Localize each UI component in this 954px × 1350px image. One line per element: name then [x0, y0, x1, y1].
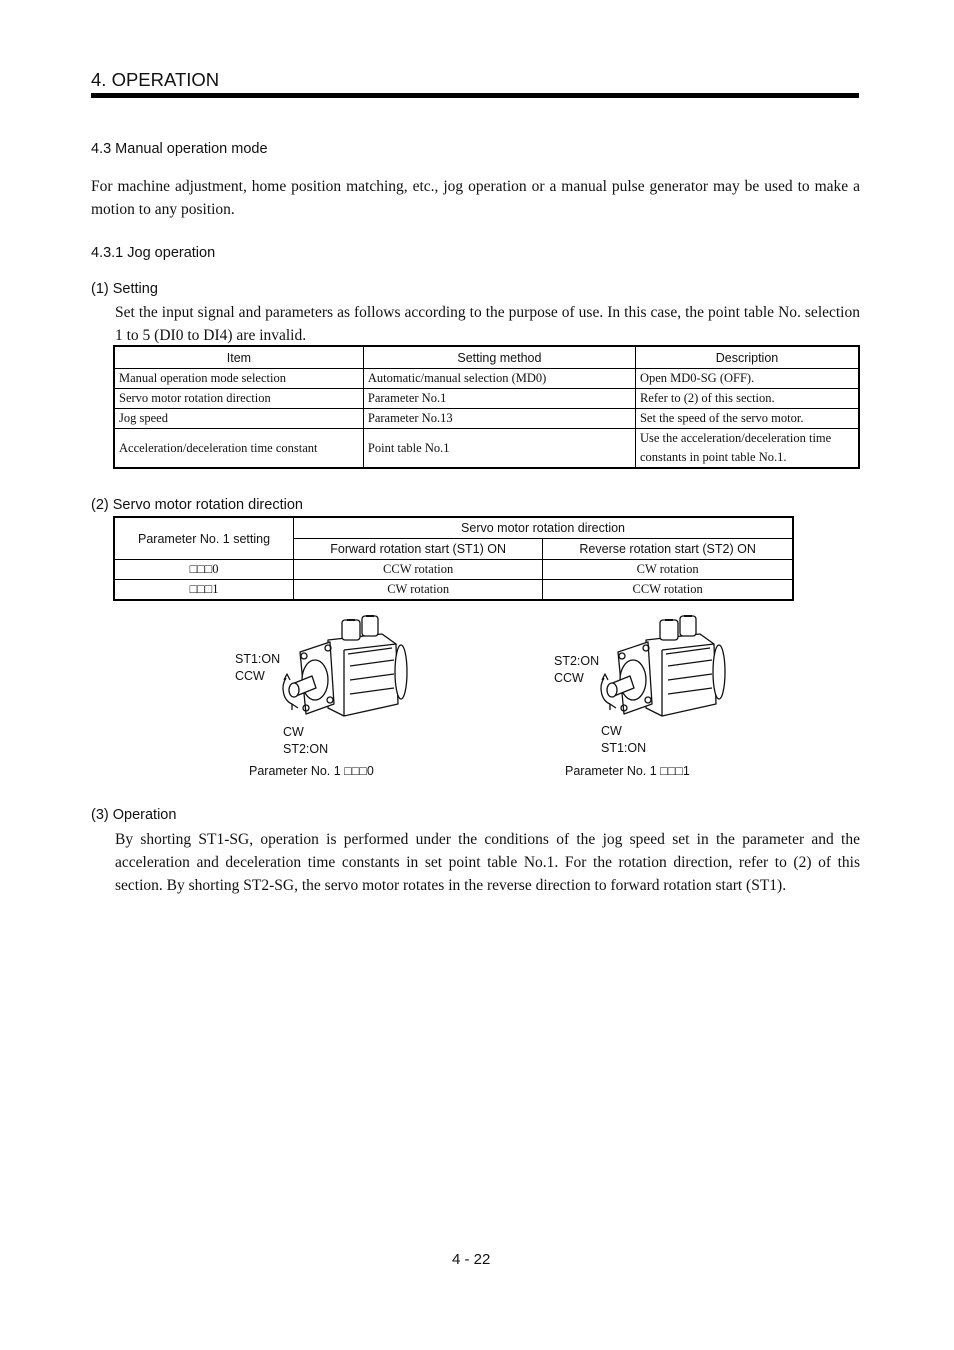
subsection-title: 4.3.1 Jog operation	[91, 245, 216, 261]
fig1-label-st1: ST1:ON	[235, 652, 281, 666]
table-cell: Manual operation mode selection	[114, 369, 363, 389]
table-header-cell: Reverse rotation start (ST2) ON	[543, 539, 793, 560]
table-cell: Automatic/manual selection (MD0)	[363, 369, 635, 389]
table-cell: Refer to (2) of this section.	[635, 389, 859, 409]
table-row	[114, 409, 859, 429]
servo-motor-illustration	[588, 612, 728, 727]
table-cell: Parameter No.13	[363, 409, 635, 429]
table-cell: Use the acceleration/deceleration time constants in point table No.1.	[635, 429, 859, 469]
fig1-caption: Parameter No. 1 □□□0	[249, 764, 374, 778]
table-header-cell: Item	[114, 346, 363, 369]
table-cell: Parameter No.1	[363, 389, 635, 409]
fig2-caption: Parameter No. 1 □□□1	[565, 764, 690, 778]
table-cell: Open MD0-SG (OFF).	[635, 369, 859, 389]
operation-text: By shorting ST1-SG, operation is performed under the conditions of the jog speed set in the parameter and the acceleration and deceleration time constants in set point table No.1. For the rotation direction, refer to (2) of this section. By shorting ST2-SG, the servo motor rotates in the reverse direction to forward rotation start (ST1).	[115, 831, 860, 894]
table-cell: Servo motor rotation direction	[114, 389, 363, 409]
table-cell: Jog speed	[114, 409, 363, 429]
table-header-cell: Parameter No. 1 setting	[114, 517, 294, 560]
section-title: 4.3 Manual operation mode	[91, 141, 268, 157]
table-cell: □□□0	[114, 560, 294, 580]
table-header-row	[114, 346, 859, 369]
table-row	[114, 389, 859, 409]
table-cell: □□□1	[114, 580, 294, 601]
chapter-title: 4. OPERATION	[91, 69, 220, 90]
fig2-label-st2: ST2:ON	[554, 654, 600, 668]
table-cell: Acceleration/deceleration time constant	[114, 429, 363, 469]
rotation-table	[113, 516, 794, 601]
table-cell: CW rotation	[294, 580, 543, 601]
fig2-label-ccw: CCW	[554, 671, 584, 685]
page-number: 4 - 22	[452, 1251, 491, 1268]
table-row	[114, 560, 793, 580]
fig2-label-cw: CW	[601, 724, 622, 738]
fig2-label-st1: ST1:ON	[601, 741, 647, 755]
setting-text: Set the input signal and parameters as follows according to the purpose of use. In this case, the point table No. selection 1 to 5 (DI0 to DI4) are invalid.	[115, 304, 860, 344]
fig1-label-cw: CW	[283, 725, 304, 739]
table-header-cell: Forward rotation start (ST1) ON	[294, 539, 543, 560]
table-header-cell: Description	[635, 346, 859, 369]
fig1-label-ccw: CCW	[235, 669, 265, 683]
table-row	[114, 580, 793, 601]
table-header-cell: Setting method	[363, 346, 635, 369]
section-intro: For machine adjustment, home position matching, etc., jog operation or a manual pulse generator may be used to make a motion to any position.	[91, 178, 860, 218]
table-header-cell: Servo motor rotation direction	[294, 517, 793, 539]
setting-heading: (1) Setting	[91, 281, 158, 297]
chapter-divider	[91, 93, 859, 98]
table-cell: Set the speed of the servo motor.	[635, 409, 859, 429]
table-cell: CCW rotation	[294, 560, 543, 580]
rotation-heading: (2) Servo motor rotation direction	[91, 497, 303, 513]
servo-motor-illustration	[270, 612, 410, 727]
table-row	[114, 369, 859, 389]
table-cell: CW rotation	[543, 560, 793, 580]
table-header-row	[114, 517, 793, 539]
table-cell: CCW rotation	[543, 580, 793, 601]
setting-table	[113, 345, 860, 469]
fig1-label-st2: ST2:ON	[283, 742, 329, 756]
table-row	[114, 429, 859, 469]
operation-heading: (3) Operation	[91, 807, 177, 823]
table-cell: Point table No.1	[363, 429, 635, 469]
